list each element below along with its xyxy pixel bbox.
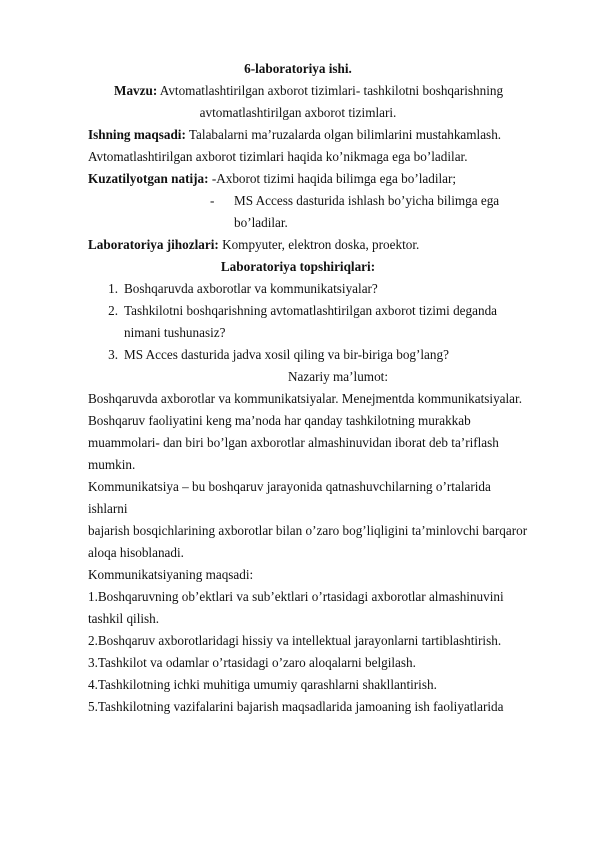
document-page [88,58,588,718]
natija-item-1: MS Access dasturida ishlash bo’yicha bilimga ega [234,193,500,208]
paragraph-line: mumkin. [88,457,136,472]
jihozlar-label: Laboratoriya jihozlari: [88,237,219,252]
list-text: Tashkilotni boshqarishning avtomatlashtirilgan axborot tizimi deganda [124,303,498,318]
maqsad-line-1 [88,124,588,146]
list-text: Boshqaruvda axborotlar va kommunikatsiyalar? [124,281,378,296]
paragraph-line: Kommunikatsiyaning maqsadi: [88,567,254,582]
list-item [88,278,588,300]
paragraph-line: Boshqaruvda axborotlar va kommunikatsiyalar. Menejmentda kommunikatsiyalar. [88,391,522,406]
paragraph-line: tashkil qilish. [88,611,160,626]
nazariy-heading: Nazariy ma’lumot: [288,369,388,384]
paragraph-line: Kommunikatsiya – bu boshqaruv jarayonida qatnashuvchilarning o’rtalarida [88,479,491,494]
topshiriqlar-heading: Laboratoriya topshiriqlari: [220,259,376,274]
natija-label: Kuzatilyotgan natija: [88,171,209,186]
paragraph-line: ishlarni [88,501,128,516]
paragraph-line: 1.Boshqaruvning ob’ektlari va sub’ektlari o’rtasidagi axborotlar almashinuvini [88,589,504,604]
paragraph-line: aloqa hisoblanadi. [88,545,184,560]
paragraph-line: bajarish bosqichlarining axborotlar bilan o’zaro bog’liqligini ta’minlovchi barqaror [88,523,528,538]
jihozlar-text: Kompyuter, elektron doska, proektor. [218,237,420,252]
maqsad-text-1: Talabalarni ma’ruzalarda olgan bilimlarini mustahkamlash. [185,127,502,142]
list-number: 3. [108,347,118,362]
natija-item-2: bo’ladilar. [234,215,288,230]
lab-title: 6-laboratoriya ishi. [244,61,352,76]
paragraph-line: 3.Tashkilot va odamlar o’rtasidagi o’zaro aloqalarni belgilash. [88,655,416,670]
list-number [88,322,124,344]
mavzu-line-2: avtomatlashtirilgan axborot tizimlari. [199,105,397,120]
maqsad-label: Ishning maqsadi: [88,127,186,142]
natija-dash: - [210,193,215,208]
mavzu-text-1: Avtomatlashtirilgan axborot tizimlari- tashkilotni boshqarishning [157,83,504,98]
paragraph-line: 2.Boshqaruv axborotlaridagi hissiy va intellektual jarayonlarni tartiblashtirish. [88,633,502,648]
list-item [88,322,588,344]
list-number: 1. [108,281,118,296]
natija-line-1 [88,168,588,190]
list-number: 2. [108,303,118,318]
mavzu-line-1 [88,80,588,102]
list-item [88,300,588,322]
list-item [88,344,588,366]
paragraph-line: 5.Tashkilotning vazifalarini bajarish maqsadlarida jamoaning ish faoliyatlarida [88,699,504,714]
natija-text-1: -Axborot tizimi haqida bilimga ega bo’ladilar; [208,171,457,186]
mavzu-label: Mavzu: [114,83,158,98]
list-text: MS Acces dasturida jadva xosil qiling va bir-biriga bog’lang? [124,347,449,362]
paragraph-line: 4.Tashkilotning ichki muhitiga umumiy qarashlarni shakllantirish. [88,677,437,692]
paragraph-line: muammolari- dan biri bo’lgan axborotlar almashinuvidan iborat deb ta’riflash [88,435,499,450]
natija-list-item [88,190,588,212]
list-text: nimani tushunasiz? [124,325,226,340]
maqsad-line-2: Avtomatlashtirilgan axborot tizimlari haqida ko’nikmaga ega bo’ladilar. [88,149,468,164]
jihozlar-line [88,234,588,256]
paragraph-line: Boshqaruv faoliyatini keng ma’noda har qanday tashkilotning murakkab [88,413,471,428]
